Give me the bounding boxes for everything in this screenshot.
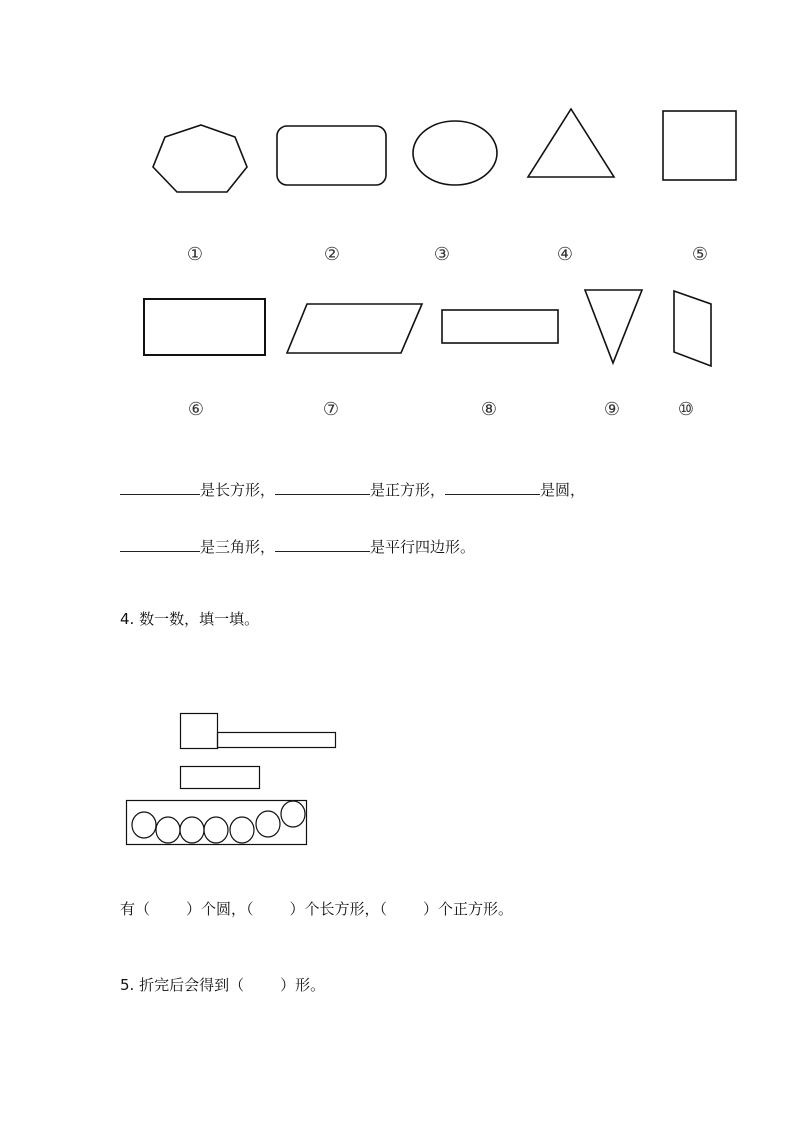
classify-line-1 <box>120 478 585 500</box>
parallelogram-shape-7 <box>285 302 425 356</box>
wheel-circle <box>281 801 305 827</box>
wheel-circle <box>156 817 180 843</box>
wheel-circle <box>230 817 254 843</box>
wheel-circle <box>204 817 228 843</box>
answer-text-part-4: ）个正方形。 <box>423 900 514 918</box>
answer-text-part-2: ）个圆，（ <box>186 900 254 918</box>
parallelogram-shape-10 <box>671 289 715 369</box>
inverted-triangle-shape-9 <box>583 288 645 366</box>
barrel-rectangle <box>218 733 336 748</box>
shape-number-6: ⑥ <box>187 399 205 420</box>
label-parallelogram: 是平行四边形。 <box>370 538 476 556</box>
triangle-shape-4 <box>526 108 616 180</box>
rectangle-shape-8 <box>441 309 561 345</box>
shape-number-10: ⑩ <box>677 399 695 420</box>
answer-text-part-3: ）个长方形，（ <box>289 900 388 918</box>
label-square: 是正方形， <box>370 481 446 499</box>
question-4-title: 4. 数一数，填一填。 <box>120 610 260 628</box>
label-rectangle: 是长方形， <box>200 481 276 499</box>
answer-blank-rectangle[interactable] <box>120 478 200 495</box>
question-5-title <box>120 974 325 995</box>
shape-number-2: ② <box>323 244 341 265</box>
question-4-answer-line <box>120 898 513 919</box>
answer-blank-circle[interactable] <box>445 478 540 495</box>
body-rectangle <box>181 767 260 789</box>
label-triangle: 是三角形， <box>200 538 276 556</box>
question-5-suffix: ）形。 <box>280 976 326 994</box>
wheel-circle <box>256 811 280 837</box>
question-5-prefix: 5. 折完后会得到（ <box>120 976 245 994</box>
shape-number-1: ① <box>186 244 204 265</box>
label-circle: 是圆， <box>540 481 586 499</box>
classify-line-2 <box>120 535 475 557</box>
wheel-circle <box>132 812 156 838</box>
shape-number-8: ⑧ <box>480 399 498 420</box>
rounded-rectangle-shape-2 <box>276 125 388 187</box>
answer-blank-square[interactable] <box>275 478 370 495</box>
shape-number-5: ⑤ <box>691 244 709 265</box>
shape-number-7: ⑦ <box>322 399 340 420</box>
shape-number-3: ③ <box>433 244 451 265</box>
answer-blank-parallelogram[interactable] <box>275 535 370 552</box>
tank-figure <box>125 712 340 848</box>
ellipse-shape-3 <box>410 120 500 188</box>
answer-text-part-1: 有（ <box>120 900 151 918</box>
turret-square <box>181 714 218 749</box>
shape-number-4: ④ <box>556 244 574 265</box>
heptagon-shape-1 <box>150 123 250 195</box>
shape-number-9: ⑨ <box>603 399 621 420</box>
rectangle-shape-6 <box>143 298 267 358</box>
answer-blank-triangle[interactable] <box>120 535 200 552</box>
wheel-circle <box>180 817 204 843</box>
square-shape-5 <box>662 110 738 182</box>
